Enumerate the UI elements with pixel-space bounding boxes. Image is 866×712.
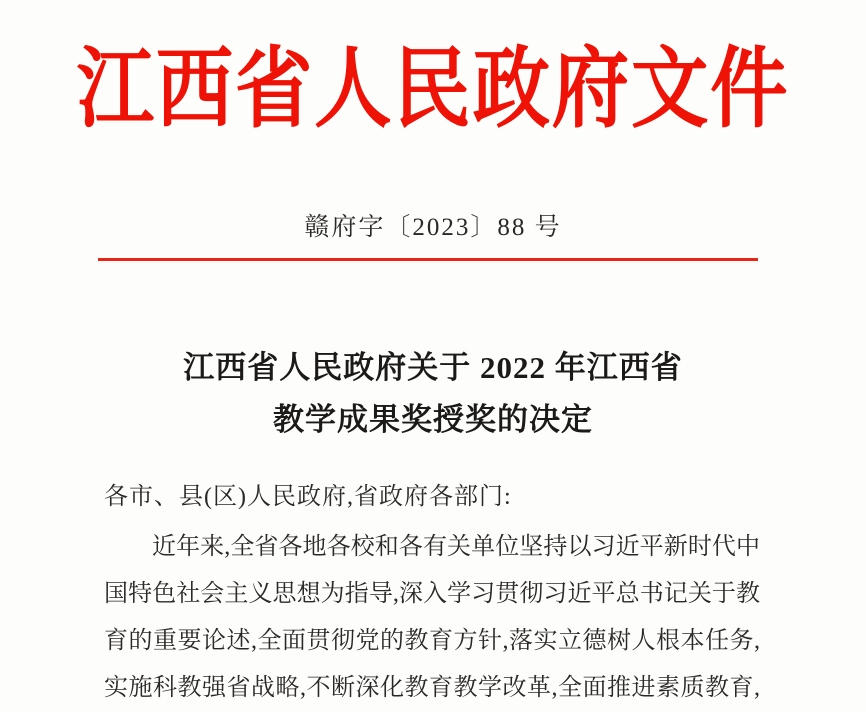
paragraph-line: 国特色社会主义思想为指导,深入学习贯彻习近平总书记关于教 (104, 581, 760, 607)
paragraph-line: 实施科教强省战略,不断深化教育教学改革,全面推进素质教育, (104, 675, 760, 701)
paragraph-line: 近年来,全省各地各校和各有关单位坚持以习近平新时代中 (152, 534, 760, 560)
document-title (0, 342, 866, 446)
red-divider-line (98, 258, 758, 261)
document-masthead: 江西省人民政府文件 (76, 42, 790, 139)
document-body (104, 482, 760, 712)
document-title-line1: 江西省人民政府关于 2022 年江西省 (183, 350, 683, 385)
paragraph-line: 育的重要论述,全面贯彻党的教育方针,落实立德树人根本任务, (104, 628, 760, 654)
document-title-line2: 教学成果奖授奖的决定 (273, 402, 593, 437)
salutation-line: 各市、县(区)人民政府,省政府各部门: (104, 484, 512, 510)
document-number: 赣府字〔2023〕88 号 (304, 214, 562, 241)
